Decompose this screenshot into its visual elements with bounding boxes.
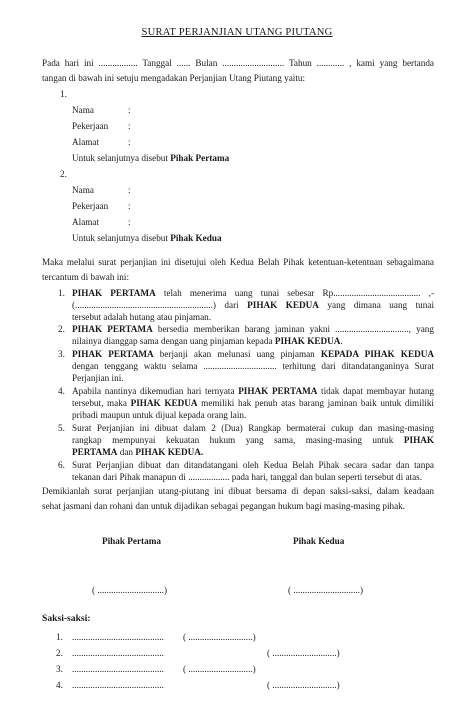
- signature-blank-second-party: ( .............................): [288, 585, 364, 595]
- clause-1-number: 1.: [58, 288, 65, 298]
- clause-4-number: 4.: [58, 386, 65, 396]
- clause-5-line-1: Surat Perjanjian ini dibuat dalam 2 (Dua) Rangkap bermaterai cukup dan masing-masing: [72, 423, 434, 433]
- clause-4-line-1-text-a: Apabila nantinya dikemudian hari ternyata: [72, 386, 239, 396]
- clause-6-line-2: tekanan dari Pihak manapun di .................. pada hari, tanggal dan bulan seperti tersebut di atas.: [72, 472, 423, 482]
- clause-1-line-2-text-a: (............................................................) dari: [72, 300, 248, 310]
- witness-2-signature-blank: ( ............................): [267, 648, 340, 658]
- signature-blank-first-party: ( .............................): [92, 585, 168, 595]
- party-1-number: 1.: [60, 89, 67, 99]
- clause-6-number: 6.: [58, 460, 65, 470]
- clause-3-party-first: PIHAK PERTAMA: [72, 349, 154, 359]
- clause-5-party-word: PIHAK: [403, 435, 434, 445]
- clause-5-party-second: PIHAK KEDUA.: [135, 447, 204, 457]
- party-1-designation: [72, 152, 229, 164]
- clause-2-line-2-text-a: nilainya dianggap sama dengan uang pinjaman kepada: [72, 336, 275, 346]
- party-1-address-sep: :: [128, 137, 131, 147]
- party-2-designation: [72, 232, 222, 244]
- clause-2-line-1: [72, 323, 434, 335]
- party-1-name-label: Nama: [72, 105, 94, 115]
- intro-line-1: Pada hari ini ................. Tanggal ...... Bulan ........................... Tahun ............ , kami yang bertanda: [42, 58, 434, 68]
- signature-label-first-party: Pihak Pertama: [102, 536, 161, 546]
- clause-4-line-2-text-b: memiliki hak penuh atas barang jaminan baik untuk dimiliki: [197, 398, 434, 408]
- party-2-designation-prefix: Untuk selanjutnya disebut: [72, 233, 171, 243]
- clause-3-line-1: [72, 348, 434, 360]
- party-2-address-row: [72, 216, 131, 228]
- clause-5-line-3-text: dan: [117, 447, 136, 457]
- witnesses-heading: Saksi-saksi:: [42, 613, 91, 624]
- preamble-line-2: tercantum di bawah ini:: [42, 272, 129, 282]
- clause-2-party-second: PIHAK KEDUA: [274, 336, 341, 346]
- clause-2-number: 2.: [58, 324, 65, 334]
- clause-2-party-first: PIHAK PERTAMA: [72, 324, 153, 334]
- party-2-address-sep: :: [128, 217, 131, 227]
- witness-3-signature-blank: ( ............................): [183, 664, 256, 674]
- clause-4-line-2-text-a: tersebut, maka: [72, 398, 131, 408]
- clause-3-line-3: Perjanjian ini.: [72, 373, 124, 383]
- closing-line-1: Demikianlah surat perjanjian utang-piutang ini dibuat bersama di depan saksi-saksi, dalam keadaan: [42, 486, 434, 496]
- clause-4-party-first: PIHAK PERTAMA: [238, 386, 318, 396]
- clause-3-line-2: dengan tenggang waktu selama ................................ terhitung dari ditandatanganinya Surat: [72, 361, 434, 371]
- witness-3-name-blank: ........................................: [72, 664, 164, 674]
- party-1-job-row: [72, 120, 131, 132]
- party-1-name-row: [72, 104, 131, 116]
- clause-5-line-3: [72, 446, 203, 458]
- clause-5-number: 5.: [58, 423, 65, 433]
- witness-4-signature-blank: ( ............................): [267, 680, 340, 690]
- witness-1-signature-blank: ( ............................): [183, 632, 256, 642]
- closing-line-2: sehat jasmani dan rohani dan untuk dijadikan sebagai pegangan hukum bagi masing-masing pihak.: [42, 501, 406, 511]
- clause-3-line-1-text: berjanji akan melunasi uang pinjaman: [153, 349, 321, 359]
- clause-1-line-1-text: telah menerima uang tunai sebesar Rp...................................... ,-: [155, 288, 434, 298]
- party-1-designation-name: Pihak Pertama: [170, 153, 230, 163]
- clause-4-line-1-text-b: tidak dapat membayar hutang: [317, 386, 435, 396]
- preamble-line-1: Maka melalui surat perjanjian ini disetujui oleh Kedua Belah Pihak ketentuan-ketentuan sebagaimana: [42, 257, 434, 267]
- clause-2-line-2: [72, 335, 343, 347]
- party-1-address-row: [72, 136, 131, 148]
- clause-1-party-second: PIHAK KEDUA: [247, 300, 319, 310]
- clause-4-line-1: [72, 385, 434, 397]
- party-1-name-sep: :: [128, 105, 131, 115]
- party-2-job-row: [72, 200, 131, 212]
- clause-5-party-first: PERTAMA: [72, 447, 118, 457]
- party-2-job-label: Pekerjaan: [72, 201, 109, 211]
- clause-1-line-3: tersebut adalah hutang atau pinjaman.: [72, 312, 212, 322]
- clause-3-number: 3.: [58, 349, 65, 359]
- witness-2-number: 2.: [56, 648, 63, 658]
- witness-4-number: 4.: [56, 680, 63, 690]
- party-2-number: 2.: [60, 169, 67, 179]
- party-2-job-sep: :: [128, 201, 131, 211]
- party-2-address-label: Alamat: [72, 217, 100, 227]
- witness-1-name-blank: ........................................: [72, 632, 164, 642]
- clause-2-line-2-text-b: .: [340, 336, 343, 346]
- party-2-designation-name: Pihak Kedua: [170, 233, 222, 243]
- clause-3-party-second: KEPADA PIHAK KEDUA: [320, 349, 434, 359]
- clause-4-party-second: PIHAK KEDUA: [130, 398, 198, 408]
- clause-1-line-1: [72, 287, 434, 299]
- party-1-address-label: Alamat: [72, 137, 100, 147]
- party-2-name-row: [72, 184, 131, 196]
- party-1-job-label: Pekerjaan: [72, 121, 109, 131]
- clause-4-line-2: [72, 397, 434, 409]
- clause-6-line-1: Surat Perjanjian dibuat dan ditandatangani oleh Kedua Belah Pihak secara sadar dan tanpa: [72, 460, 434, 470]
- party-1-designation-prefix: Untuk selanjutnya disebut: [72, 153, 171, 163]
- clause-4-line-3: pribadi maupun untuk dijual kepada orang lain.: [72, 410, 247, 420]
- witness-3-number: 3.: [56, 664, 63, 674]
- clause-1-line-2: [72, 299, 434, 311]
- intro-line-2: tangan di bawah ini setuju mengadakan Perjanjian Utang Piutang yaitu:: [42, 73, 306, 83]
- clause-5-line-2: [72, 434, 434, 446]
- witness-1-number: 1.: [56, 632, 63, 642]
- party-2-name-label: Nama: [72, 185, 94, 195]
- party-2-name-sep: :: [128, 185, 131, 195]
- witness-4-name-blank: ........................................: [72, 680, 164, 690]
- witness-2-name-blank: ........................................: [72, 648, 164, 658]
- clause-1-line-2-text-b: yang dimana uang tunai: [318, 300, 434, 310]
- clause-1-party-first: PIHAK PERTAMA: [72, 288, 156, 298]
- clause-5-line-2-text: rangkap mempunyai kekuatan hukum yang sama, masing-masing untuk: [72, 435, 404, 445]
- party-1-job-sep: :: [128, 121, 131, 131]
- clause-2-line-1-text: bersedia memberikan barang jaminan yakni ................................, yang: [152, 324, 434, 334]
- signature-label-second-party: Pihak Kedua: [293, 536, 345, 546]
- document-title: SURAT PERJANJIAN UTANG PIUTANG: [141, 27, 333, 38]
